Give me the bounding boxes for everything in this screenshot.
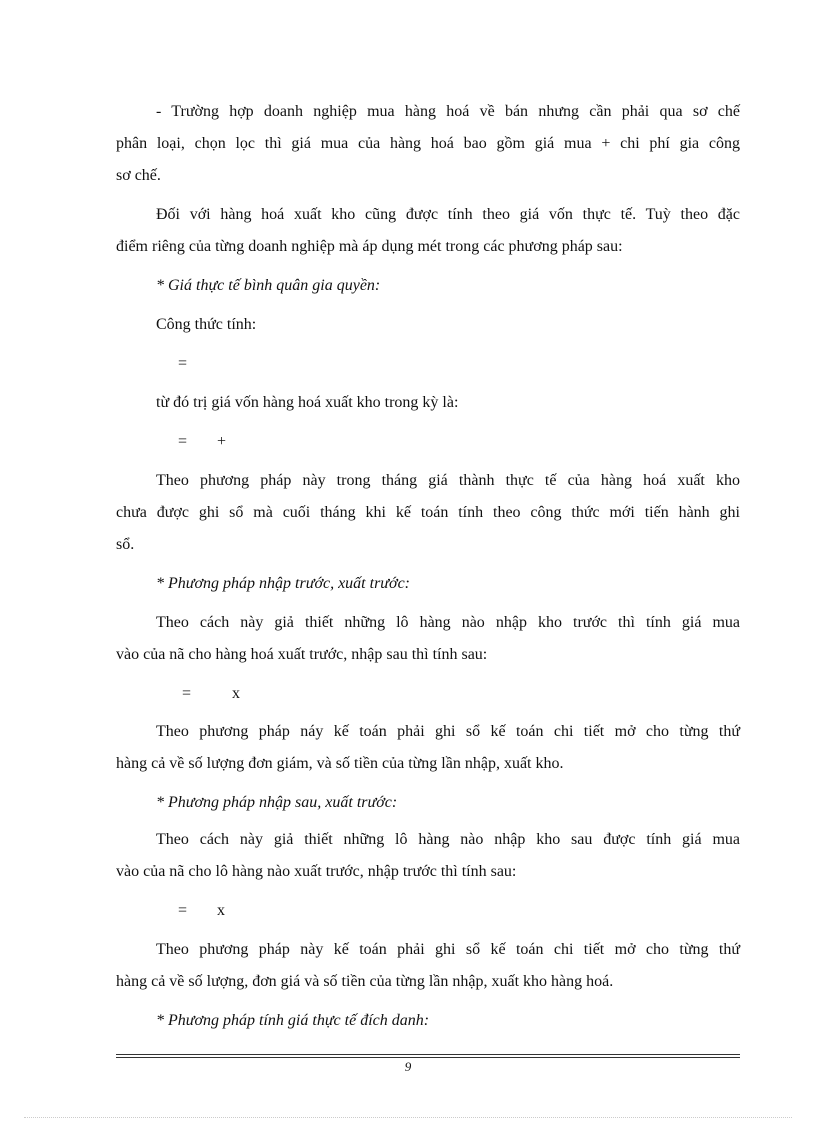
paragraph-7-line-2: vào của nã cho lô hàng nào xuất trước, nhập trước thì tính sau: [116,863,517,880]
formula-2-equals: = [178,433,188,450]
page-bottom-dotted-edge [24,1117,792,1118]
formula-label: Công thức tính: [156,316,257,333]
paragraph-8-line-1: Theo phương pháp này kế toán phải ghi sổ kế toán chi tiết mở cho từng thứ [156,941,740,958]
heading-lifo: * Phương pháp nhập sau, xuất trước: [156,794,398,811]
paragraph-3: từ đó trị giá vốn hàng hoá xuất kho trong kỳ là: [156,394,459,411]
formula-4-times: x [217,902,225,919]
paragraph-4-line-2: chưa được ghi sổ mà cuối tháng khi kế toán tính theo công thức mới tiến hành ghi [116,504,740,521]
footer-rule-top [116,1054,740,1055]
paragraph-5-line-2: vào của nã cho hàng hoá xuất trước, nhập sau thì tính sau: [116,646,488,663]
paragraph-2-line-1: Đối với hàng hoá xuất kho cũng được tính theo giá vốn thực tế. Tuỳ theo đặc [156,206,740,223]
heading-specific-identification: * Phương pháp tính giá thực tế đích danh: [156,1012,430,1029]
paragraph-5-line-1: Theo cách này giả thiết những lô hàng nào nhập kho trước thì tính giá mua [156,614,740,631]
page-number: 9 [404,1059,412,1074]
formula-3-times: x [232,685,240,702]
formula-1-equals: = [178,355,188,372]
paragraph-4-line-3: sổ. [116,536,135,553]
paragraph-7-line-1: Theo cách này giả thiết những lô hàng nào nhập kho sau được tính giá mua [156,831,740,848]
formula-3-equals: = [182,685,192,702]
heading-fifo: * Phương pháp nhập trước, xuất trước: [156,575,410,592]
formula-4-equals: = [178,902,188,919]
paragraph-4-line-1: Theo phương pháp này trong tháng giá thành thực tế của hàng hoá xuất kho [156,472,740,489]
paragraph-1-line-1: - Trường hợp doanh nghiệp mua hàng hoá về bán nhưng cần phải qua sơ chế [156,103,740,120]
paragraph-8-line-2: hàng cả về số lượng, đơn giá và số tiền của từng lần nhập, xuất kho hàng hoá. [116,973,614,990]
paragraph-2-line-2: điểm riêng của từng doanh nghiệp mà áp dụng mét trong các phương pháp sau: [116,238,623,255]
footer-rule-bottom [116,1057,740,1058]
paragraph-1-line-3: sơ chế. [116,167,161,184]
paragraph-6-line-1: Theo phương pháp náy kế toán phải ghi sổ kế toán chi tiết mở cho từng thứ [156,723,740,740]
paragraph-1-line-2: phân loại, chọn lọc thì giá mua của hàng hoá bao gồm giá mua + chi phí gia công [116,135,740,152]
heading-weighted-average: * Giá thực tế bình quân gia quyền: [156,277,381,294]
formula-2-plus: + [217,433,227,450]
paragraph-6-line-2: hàng cả về số lượng đơn giám, và số tiền của từng lần nhập, xuất kho. [116,755,564,772]
